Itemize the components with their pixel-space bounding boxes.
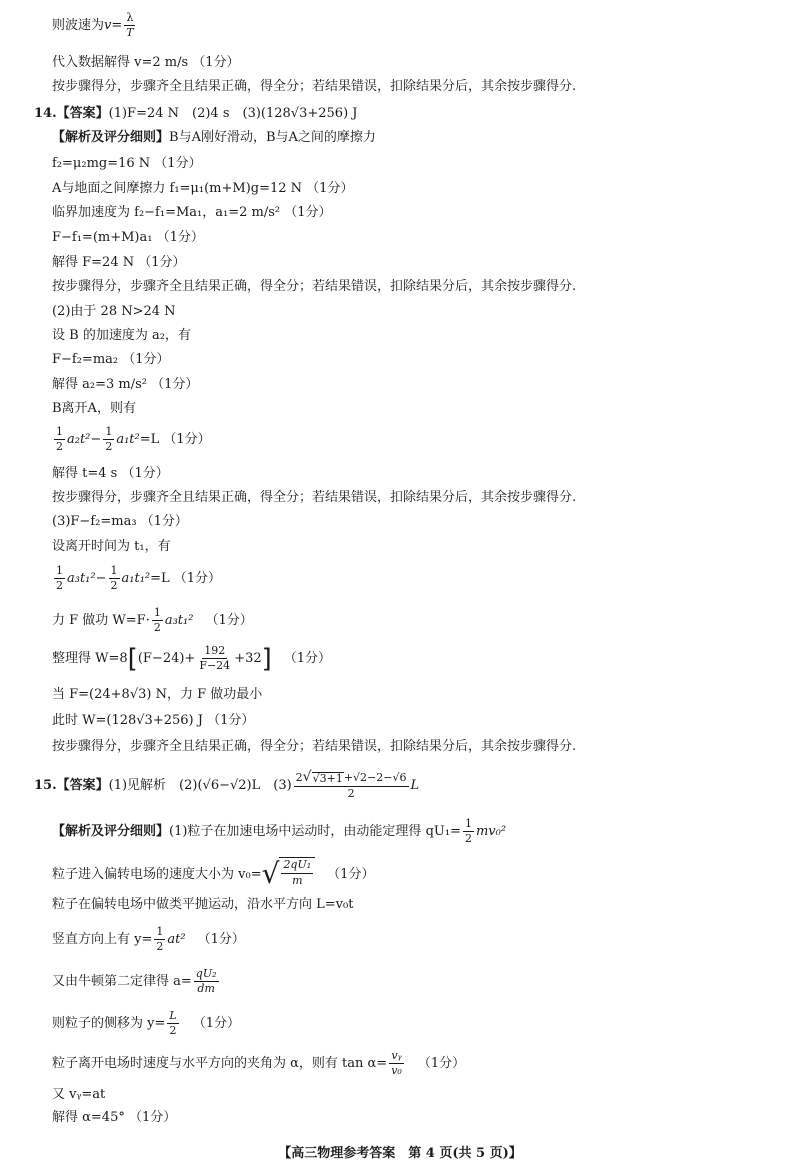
line: B离开A，则有 bbox=[52, 401, 136, 416]
line: F−f₁=(m+M)a₁ （1分） bbox=[52, 230, 204, 245]
line-wave-speed: 则波速为 v = $\frac{\lambda}{T}$ bbox=[52, 11, 134, 40]
line: 解得 a₂=3 m/s² （1分） bbox=[52, 377, 199, 392]
line: 设 B 的加速度为 a₂，有 bbox=[52, 328, 191, 343]
line-deflection: 则粒子的侧移为 y= $\frac{L}{2}$ （1分） bbox=[52, 1009, 240, 1038]
line: (3)F−f₂=ma₃ （1分） bbox=[52, 514, 188, 529]
analysis-text: (1)粒子在加速电场中运动时，由动能定理得 qU₁= bbox=[169, 824, 461, 840]
line-work-simplified: 整理得 W=8 [ (F−24)+ $\frac{192}{F-24}$ +32 ] （1分） bbox=[52, 643, 332, 674]
line-displacement-eq: $\frac{1}{2}$ a₂t² − $\frac{1}{2}$ a₁t² =L （1分） bbox=[56, 425, 211, 454]
line: 解得 t=4 s （1分） bbox=[52, 466, 169, 481]
line: f₂=μ₂mg=16 N （1分） bbox=[52, 156, 202, 171]
line: 又 vᵧ=at bbox=[52, 1087, 106, 1102]
line: 解得 F=24 N （1分） bbox=[52, 255, 186, 270]
fraction-192: $\frac{192}{F-24}$ bbox=[199, 644, 231, 673]
sqrt-expression: √ $\frac{\text{2qU₁}}{m}$ bbox=[262, 860, 316, 888]
fraction-half: $\frac{1}{2}$ bbox=[56, 425, 63, 454]
line-substitute: 代入数据解得 v=2 m/s （1分） bbox=[52, 55, 240, 70]
line-work-eq: 力 F 做功 W=F· $\frac{1}{2}$ a₃t₁² （1分） bbox=[52, 606, 253, 635]
text: 则波速为 bbox=[52, 18, 105, 34]
line-grading-note: 按步骤得分，步骤齐全且结果正确，得全分；若结果错误，扣除结果分后，其余按步骤得分. bbox=[52, 279, 577, 294]
line: 粒子在偏转电场中做类平抛运动，沿水平方向 L=v₀t bbox=[52, 897, 354, 912]
line: 解得 α=45° （1分） bbox=[52, 1110, 177, 1125]
fraction-half: $\frac{1}{2}$ bbox=[56, 564, 63, 593]
answer-text: (1)见解析 (2)(√6−√2)L (3) bbox=[108, 777, 292, 793]
line-grading-note: 按步骤得分，步骤齐全且结果正确，得全分；若结果错误，扣除结果分后，其余按步骤得分. bbox=[52, 79, 577, 94]
question-number: 15. bbox=[34, 777, 57, 793]
q15-answer-line: 15. 【答案】 (1)见解析 (2)(√6−√2)L (3) 2 √ √3+1 +√2−2−√6 2 L bbox=[34, 769, 420, 801]
analysis-text: B与A刚好滑动，B与A之间的摩擦力 bbox=[169, 130, 376, 145]
line-displacement-eq-2: $\frac{1}{2}$ a₃t₁² − $\frac{1}{2}$ a₁t₁² =L （1分） bbox=[56, 564, 222, 593]
line-grading-note: 按步骤得分，步骤齐全且结果正确，得全分；若结果错误，扣除结果分后，其余按步骤得分. bbox=[52, 739, 577, 754]
line: 临界加速度为 f₂−f₁=Ma₁，a₁=2 m/s² （1分） bbox=[52, 205, 332, 220]
page-footer: 【高三物理参考答案 第 4 页(共 5 页)】 bbox=[278, 1146, 522, 1161]
answer-tag: 【答案】 bbox=[56, 106, 109, 121]
analysis-tag: 【解析及评分细则】 bbox=[52, 130, 170, 145]
fraction-lambda-over-t: $\frac{\lambda}{T}$ bbox=[126, 11, 134, 40]
answer-tag: 【答案】 bbox=[56, 777, 109, 793]
line-grading-note: 按步骤得分，步骤齐全且结果正确，得全分；若结果错误，扣除结果分后，其余按步骤得分. bbox=[52, 490, 577, 505]
line: 设离开时间为 t₁，有 bbox=[52, 539, 171, 554]
answer-text: (1)F=24 N (2)4 s (3)(128√3+256) J bbox=[108, 106, 358, 121]
q15-analysis-line: 【解析及评分细则】 (1)粒子在加速电场中运动时，由动能定理得 qU₁= $\frac{1}{2}$ mv₀² bbox=[52, 817, 507, 846]
fraction-answer-3: 2 √ √3+1 +√2−2−√6 2 bbox=[295, 769, 407, 801]
fraction-qu2-over-dm: $\frac{\text{qU₂}}{dm}$ bbox=[195, 967, 217, 996]
q14-analysis-line bbox=[52, 131, 376, 144]
fraction-half: $\frac{1}{2}$ bbox=[153, 606, 161, 635]
fraction-half: $\frac{1}{2}$ bbox=[105, 425, 113, 454]
line: F−f₂=ma₂ （1分） bbox=[52, 352, 170, 367]
line: 当 F=(24+8√3) N，力 F 做功最小 bbox=[52, 687, 263, 702]
line: (2)由于 28 N>24 N bbox=[52, 304, 176, 319]
line-angle: 粒子离开电场时速度与水平方向的夹角为 α，则有 tan α= $\frac{\text{vᵧ}}{\text{v₀}}$ （1分） bbox=[52, 1049, 466, 1078]
fraction-vy-over-v0: $\frac{\text{vᵧ}}{\text{v₀}}$ bbox=[391, 1049, 402, 1078]
line: A与地面之间摩擦力 f₁=μ₁(m+M)g=12 N （1分） bbox=[52, 181, 354, 196]
fraction-l-over-2: $\frac{L}{2}$ bbox=[169, 1009, 177, 1038]
line-entry-speed: 粒子进入偏转电场的速度大小为 v₀= √ $\frac{\text{2qU₁}}{m}$ （1分） bbox=[52, 857, 375, 890]
line: 此时 W=(128√3+256) J （1分） bbox=[52, 713, 255, 728]
fraction-half: $\frac{1}{2}$ bbox=[110, 564, 118, 593]
q14-answer-line bbox=[34, 107, 357, 120]
analysis-tag: 【解析及评分细则】 bbox=[52, 824, 170, 840]
fraction-half: $\frac{1}{2}$ bbox=[464, 817, 472, 846]
line-newton-eq: 又由牛顿第二定律得 a= $\frac{\text{qU₂}}{dm}$ bbox=[52, 967, 217, 996]
fraction-half: $\frac{1}{2}$ bbox=[156, 925, 164, 954]
line-vertical-eq: 竖直方向上有 y= $\frac{1}{2}$ at² （1分） bbox=[52, 925, 245, 954]
question-number: 14. bbox=[34, 106, 57, 121]
